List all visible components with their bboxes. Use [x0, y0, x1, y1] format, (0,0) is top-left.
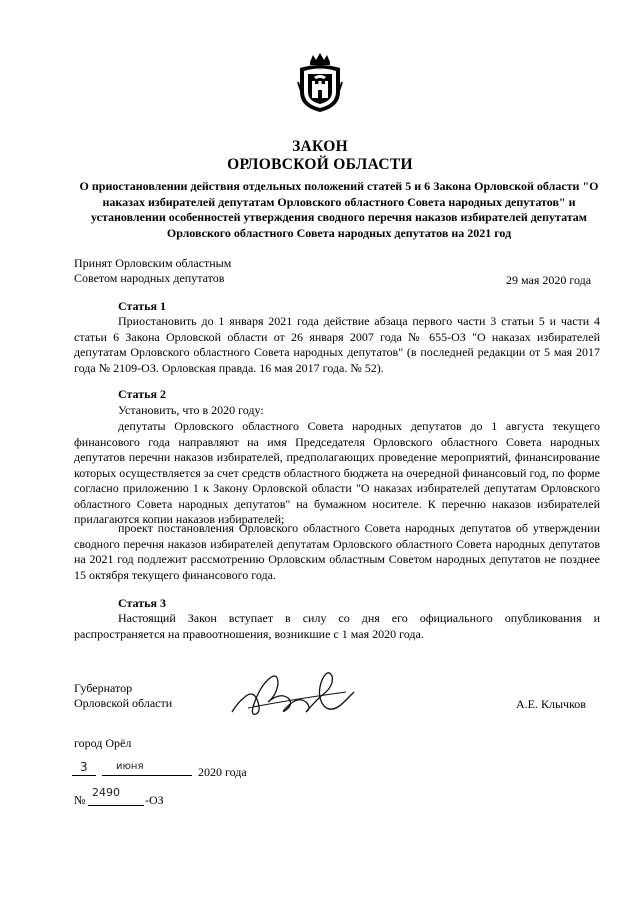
orel-region-coat-of-arms-icon	[297, 52, 343, 114]
adoption-line-1: Принят Орловским областным	[74, 256, 232, 270]
article-2-heading: Статья 2	[118, 387, 166, 401]
law-subject: О приостановлении действия отдельных положений статей 5 и 6 Закона Орловской области "О наказах избирателей депутатам Орловского областного Совета народных депутатов" и установлении особенностей утверждения сводного перечня наказов избирателей депутатам Орловского областного Совета народных депутатов на 2021 год	[79, 179, 599, 240]
month-underline	[102, 775, 192, 776]
article-2-paragraph-2: депутаты Орловского областного Совета народных депутатов до 1 августа текущего финансового года направляют на имя Председателя Орловского областного Совета народных депутатов перечни наказов избирателей, предполагающих проведение мероприятий, финансирование которых осуществляется за счет средств областного бюджета на очередной финансовый год, по форме согласно приложению 1 к Закону Орловской области "О наказах избирателей депутатам Орловского областного Совета народных депутатов" на бумажном носителе. К перечню наказов избирателей прилагаются копии наказов избирателей;	[74, 419, 600, 526]
month-handwritten: июня	[116, 761, 144, 772]
adoption-date: 29 мая 2020 года	[506, 273, 592, 287]
article-2-paragraph-1: Установить, что в 2020 году:	[118, 403, 264, 417]
article-1-paragraph-1: Приостановить до 1 января 2021 года действие абзаца первого части 3 статьи 5 и части 4 статьи 6 Закона Орловской области от 26 января 2007 года № 655-ОЗ "О наказах избирателей депутатам Орловского областного Совета народных депутатов" (в последней редакции от 5 мая 2017 года № 2109-ОЗ. Орловская правда. 16 мая 2017 года. № 52).	[74, 314, 600, 375]
article-3-paragraph-1: Настоящий Закон вступает в силу со дня его официального опубликования и распространяется на правоотношения, возникшие с 1 мая 2020 года.	[74, 611, 600, 641]
handwritten-signature-icon	[228, 662, 358, 726]
article-1-heading: Статья 1	[118, 299, 166, 313]
article-3-heading: Статья 3	[118, 596, 166, 610]
day-handwritten: 3	[80, 760, 88, 774]
number-sign: №	[74, 793, 86, 807]
year-text: 2020 года	[198, 765, 247, 779]
governor-title: Губернатор	[74, 681, 133, 695]
city: город Орёл	[74, 736, 132, 750]
governor-name: А.Е. Клычков	[516, 697, 586, 711]
law-label: ЗАКОН	[292, 138, 348, 155]
article-2-paragraph-3: проект постановления Орловского областного Совета народных депутатов об утверждении сводного перечня наказов избирателей депутатам Орловского областного Совета народных депутатов на 2021 год подлежит рассмотрению Орловским областным Советом народных депутатов не позднее 15 октября текущего финансового года.	[74, 521, 600, 582]
governor-region: Орловской области	[74, 696, 173, 710]
adoption-line-2: Советом народных депутатов	[74, 271, 225, 285]
region-title: ОРЛОВСКОЙ ОБЛАСТИ	[227, 156, 413, 173]
number-underline	[88, 805, 144, 806]
day-underline	[72, 775, 96, 776]
number-handwritten: 2490	[92, 786, 120, 799]
number-suffix: -ОЗ	[145, 793, 164, 807]
